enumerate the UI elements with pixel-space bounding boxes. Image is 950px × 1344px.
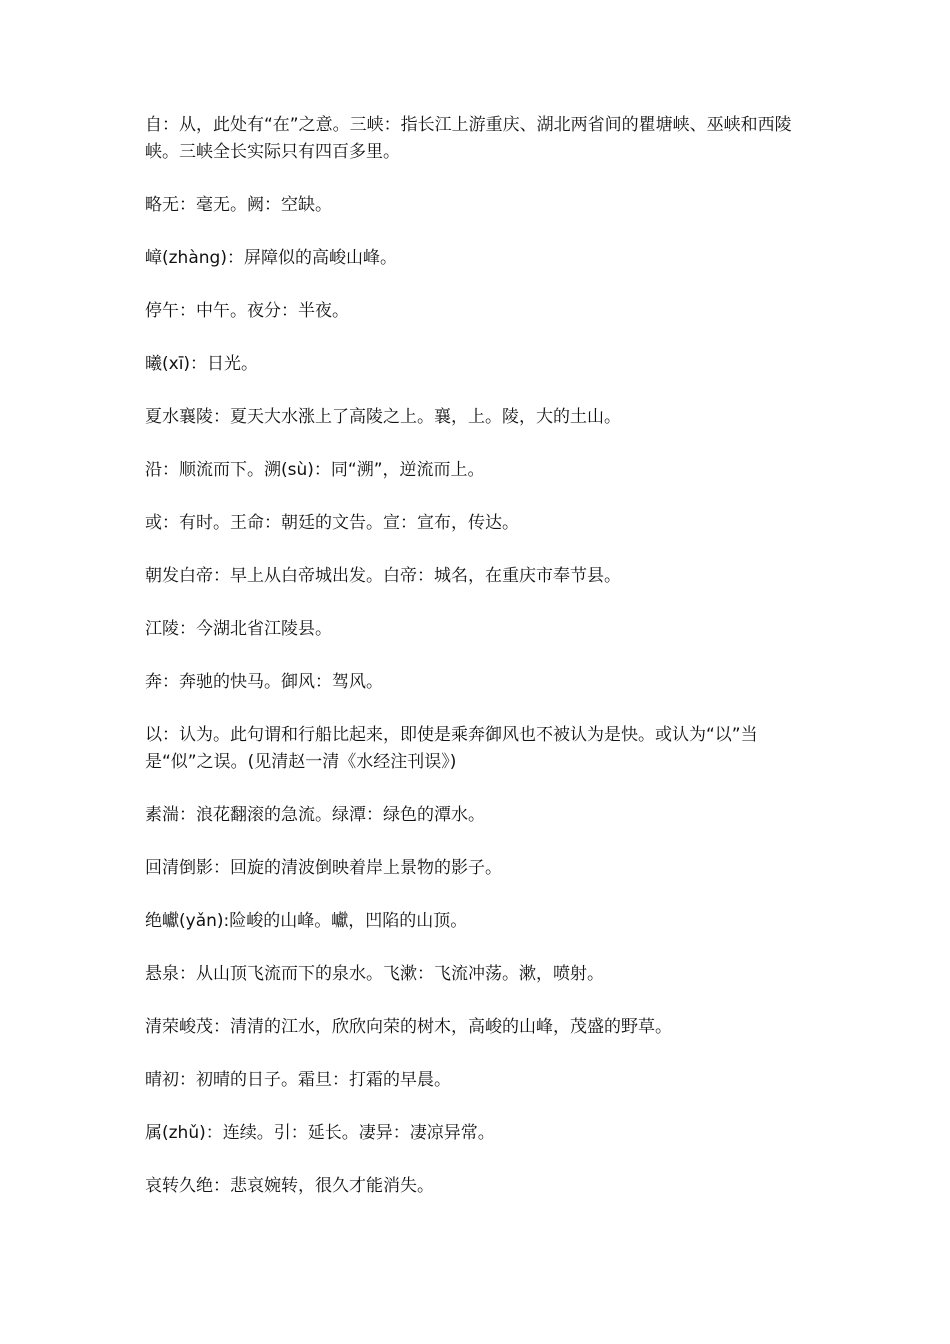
annotation-qingchu: 晴初：初晴的日子。霜旦：打霜的早晨。: [145, 1070, 451, 1090]
annotation-xiashui: 夏水襄陵：夏天大水涨上了高陵之上。襄，上。陵，大的土山。: [145, 407, 621, 427]
annotation-ben-yufeng: 奔：奔驰的快马。御风：驾风。: [145, 672, 383, 692]
annotation-yan-su: 沿：顺流而下。溯(sù)：同“溯”，逆流而上。: [145, 460, 485, 480]
annotation-yi: 以：认为。此句谓和行船比起来，即使是乘奔御风也不被认为是快。或认为“以”当是“似”之误。(见清赵一清《水经注刊误》): [145, 725, 758, 772]
annotation-zi-sanxia: 自：从，此处有“在”之意。三峡：指长江上游重庆、湖北两省间的瞿塘峡、巫峡和西陵峡。三峡全长实际只有四百多里。: [145, 115, 792, 162]
annotation-huiqing: 回清倒影：回旋的清波倒映着岸上景物的影子。: [145, 858, 502, 878]
annotation-tingwu: 停午：中午。夜分：半夜。: [145, 301, 349, 321]
annotation-sutuan: 素湍：浪花翻滚的急流。绿潭：绿色的潭水。: [145, 805, 485, 825]
annotation-qingrong: 清荣峻茂：清清的江水，欣欣向荣的树木，高峻的山峰，茂盛的野草。: [145, 1017, 672, 1037]
annotation-xi: 曦(xī)：日光。: [145, 354, 259, 374]
annotation-zhang: 嶂(zhàng)：屏障似的高峻山峰。: [145, 248, 397, 268]
annotation-jueyan: 绝巘(yǎn):险峻的山峰。巘，凹陷的山顶。: [145, 911, 468, 931]
annotation-zhaofa-baidi: 朝发白帝：早上从白帝城出发。白帝：城名，在重庆市奉节县。: [145, 566, 621, 586]
annotation-aizhuan: 哀转久绝：悲哀婉转，很久才能消失。: [145, 1176, 434, 1196]
annotation-jiangling: 江陵：今湖北省江陵县。: [145, 619, 332, 639]
annotation-luewu: 略无：毫无。阙：空缺。: [145, 195, 332, 215]
annotation-xuanquan: 悬泉：从山顶飞流而下的泉水。飞漱：飞流冲荡。漱，喷射。: [145, 964, 604, 984]
annotation-zhu: 属(zhǔ)：连续。引：延长。凄异：凄凉异常。: [145, 1123, 495, 1143]
annotation-list: [145, 112, 815, 1226]
annotation-huo-wangming: 或：有时。王命：朝廷的文告。宣：宣布，传达。: [145, 513, 519, 533]
